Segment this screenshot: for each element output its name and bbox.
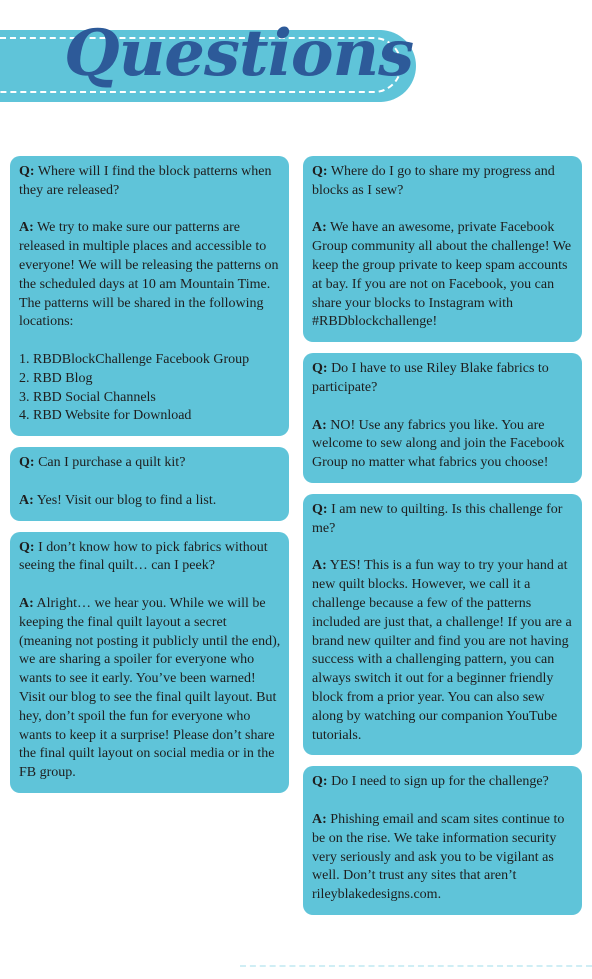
faq-card-new-to-quilting [303,494,582,755]
faq-card-quilt-kit [10,447,289,520]
faq-card-sign-up [303,766,582,915]
bottom-stitching [240,965,592,967]
list-item: 2. RBD Blog [19,370,93,386]
left-column [10,156,289,804]
page-title: Questions [64,16,414,91]
faq-card-pick-fabrics [10,532,289,793]
faq-card-riley-blake-fabrics [303,353,582,483]
answer: A: Phishing email and scam sites continue to be on the rise. We take information security very seriously and ask you to be vigilant as well. Don’t trust any sites that aren’t rileyblakedesigns.com. [312,811,565,903]
right-column [303,156,582,926]
question: Q: I am new to quilting. Is this challenge for me? [312,501,563,536]
list-item: 4. RBD Website for Download [19,408,192,424]
answer: A: NO! Use any fabrics you like. You are welcome to sew along and join the Facebook Group no matter what fabrics you choose! [312,417,565,471]
answer: A: Alright… we hear you. While we will be keeping the final quilt layout a secret (meaning not posting it publicly until the end), we are sharing a spoiler for everyone who wants to see it early. You’ve been warned! Visit our blog to see the final quilt layout. But hey, don’t spoil the fun for everyone who wants to keep it a surprise! Please don’t share the final quilt layout on social media or in the FB group. [19,595,281,781]
answer: A: We try to make sure our patterns are released in multiple places and accessible to everyone! We will be releasing the patterns on the scheduled days at 10 am Mountain Time. The patterns will be shared in the following locations: [19,220,279,330]
faq-card-block-patterns [10,156,289,436]
locations-list [19,351,281,426]
answer: A: YES! This is a fun way to try your hand at new quilt blocks. However, we call it a challenge because a few of the patterns included are just that, a challenge! If you are a brand new quilter and find you are not having success with a challenging pattern, you can always switch it out for a beginner friendly block from a prior year. You can also sew along by watching our companion YouTube tutorials. [312,558,572,743]
question: Q: Where will I find the block patterns when they are released? [19,164,272,198]
answer: A: We have an awesome, private Facebook Group community all about the challenge! We keep the group private to keep spam accounts at bay. If you are not on Facebook, you can share your blocks to Instagram with #RBDblockchallenge! [312,220,572,330]
question: Q: Do I have to use Riley Blake fabrics to participate? [312,361,549,395]
question: Q: Can I purchase a quilt kit? [19,455,186,471]
list-item: 3. RBD Social Channels [19,389,156,405]
faq-card-share-progress [303,156,582,342]
answer: A: Yes! Visit our blog to find a list. [19,492,217,508]
question: Q: Do I need to sign up for the challenge? [312,774,549,790]
question: Q: Where do I go to share my progress and blocks as I sew? [312,164,555,198]
question: Q: I don’t know how to pick fabrics without seeing the final quilt… can I peek? [19,539,268,574]
list-item: 1. RBDBlockChallenge Facebook Group [19,351,250,367]
